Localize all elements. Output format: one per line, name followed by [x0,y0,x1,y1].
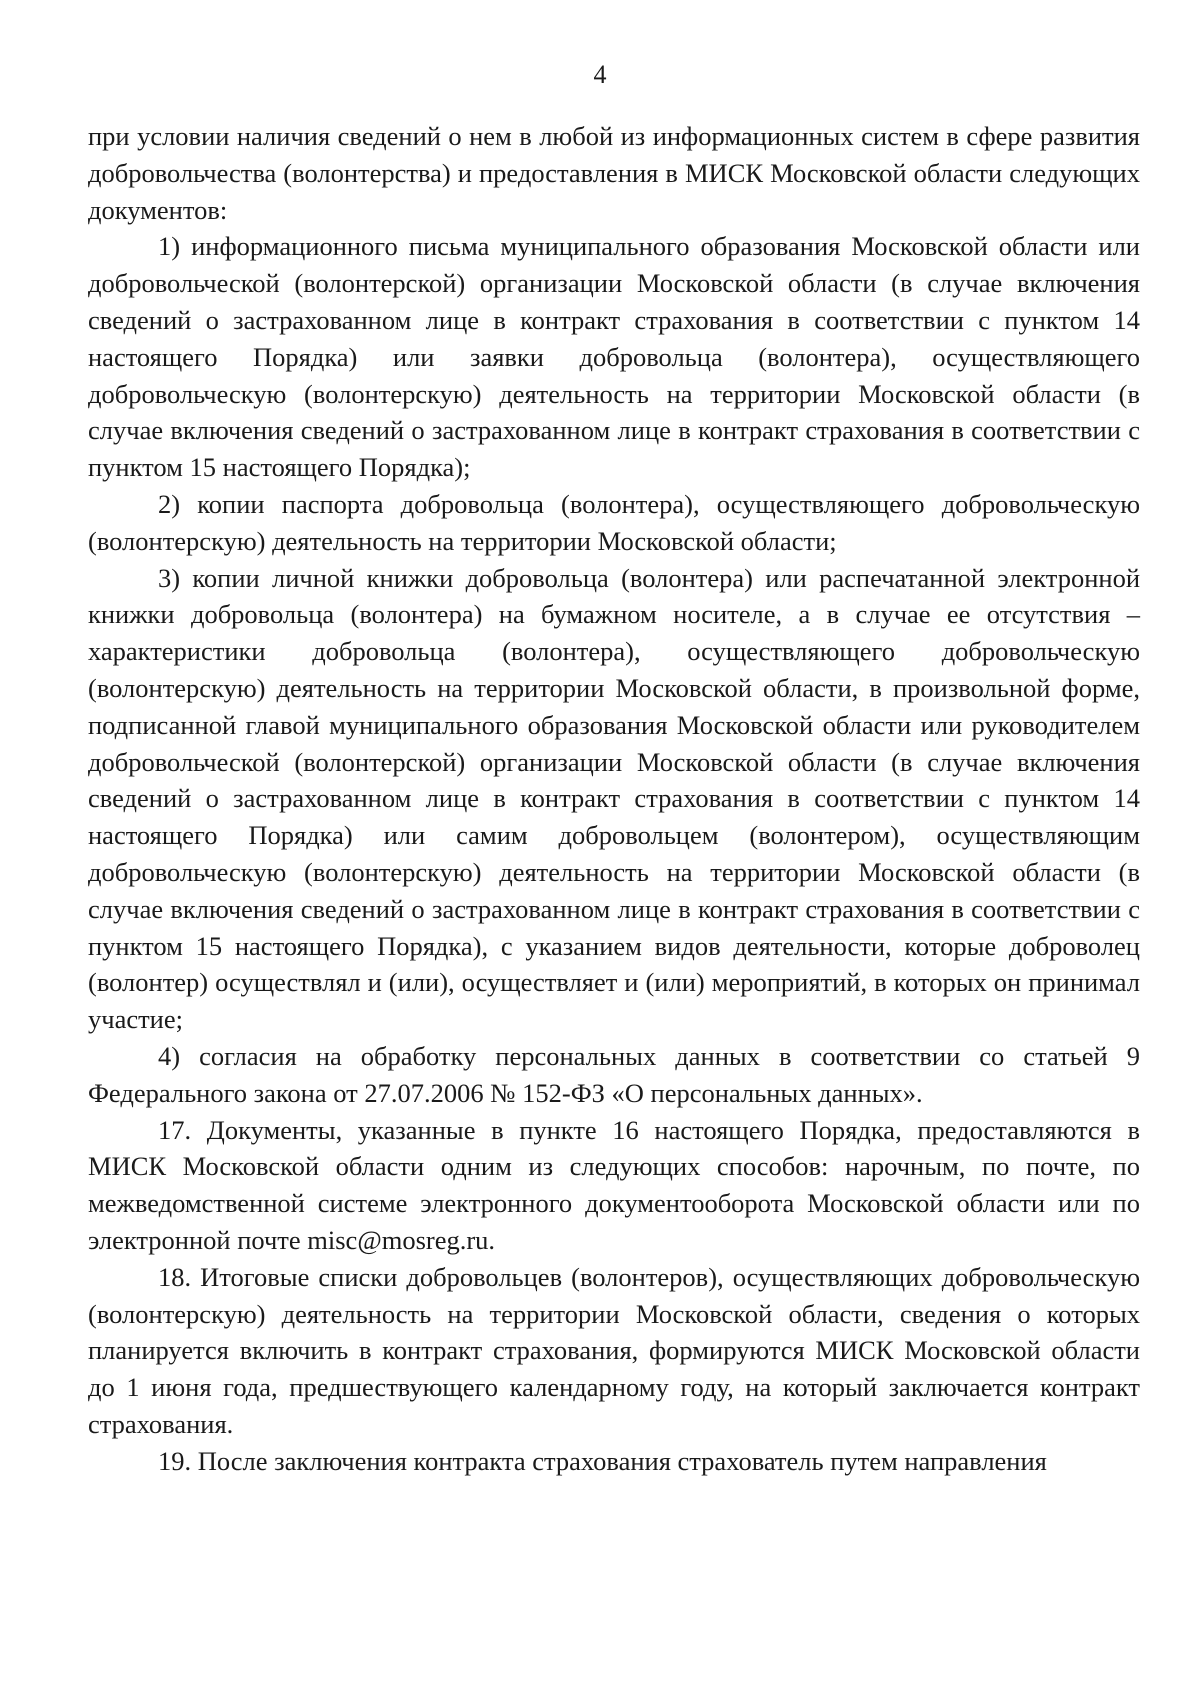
list-item-3: 3) копии личной книжки добровольца (волонтера) или распечатанной электронной книжки добровольца (волонтера) на бумажном носителе, а в случае ее отсутствия – характеристики добровольца (волонтера), осуществляющего добровольческую (волонтерскую) деятельность на территории Московской области, в произвольной форме, подписанной главой муниципального образования Московской области или руководителем добровольческой (волонтерской) организации Московской области (в случае включения сведений о застрахованном лице в контракт страхования в соответствии с пунктом 14 настоящего Порядка) или самим добровольцем (волонтером), осуществляющим добровольческую (волонтерскую) деятельность на территории Московской области (в случае включения сведений о застрахованном лице в контракт страхования в соответствии с пунктом 15 настоящего Порядка), с указанием видов деятельности, которые доброволец (волонтер) осуществлял и (или), осуществляет и (или) мероприятий, в которых он принимал участие; [88,562,1140,1035]
list-item-2: 2) копии паспорта добровольца (волонтера), осуществляющего добровольческую (волонтерскую) деятельность на территории Московской области; [88,488,1140,556]
paragraph-continuation: при условии наличия сведений о нем в любой из информационных систем в сфере развития добровольчества (волонтерства) и предоставления в МИСК Московской области следующих документов: [88,121,1140,225]
clause-18: 18. Итоговые списки добровольцев (волонтеров), осуществляющих добровольческую (волонтерскую) деятельность на территории Московской области, сведения о которых планируется включить в контракт страхования, формируются МИСК Московской области до 1 июня года, предшествующего календарному году, на который заключается контракт страхования. [88,1261,1140,1439]
clause-19: 19. После заключения контракта страхования страхователь путем направления [158,1445,1047,1476]
list-item-1: 1) информационного письма муниципального образования Московской области или добровольческой (волонтерской) организации Московской области (в случае включения сведений о застрахованном лице в контракт страхования в соответствии с пунктом 14 настоящего Порядка) или заявки добровольца (волонтера), осуществляющего добровольческую (волонтерскую) деятельность на территории Московской области (в случае включения сведений о застрахованном лице в контракт страхования в соответствии с пунктом 15 настоящего Порядка); [88,231,1140,483]
page-number: 4 [593,60,607,89]
clause-17: 17. Документы, указанные в пункте 16 настоящего Порядка, предоставляются в МИСК Московской области одним из следующих способов: нарочным, по почте, по межведомственной системе электронного документооборота Московской области или по электронной почте misc@mosreg.ru. [88,1114,1140,1255]
document-body [88,118,1140,1479]
list-item-4: 4) согласия на обработку персональных данных в соответствии со статьей 9 Федерального закона от 27.07.2006 № 152-ФЗ «О персональных данных». [88,1040,1140,1108]
